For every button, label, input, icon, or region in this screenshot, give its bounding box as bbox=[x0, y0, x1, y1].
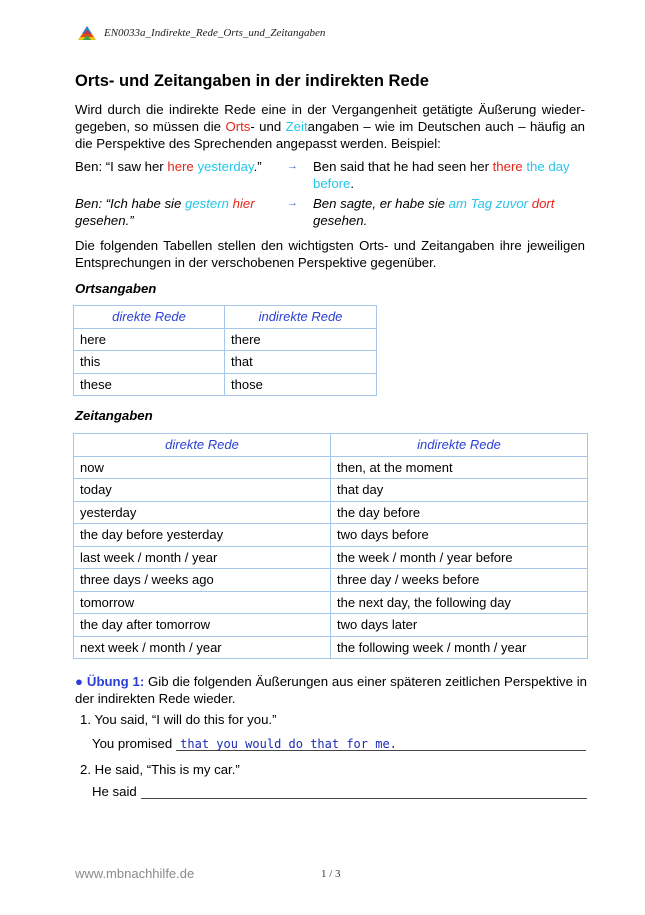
page-number: 1 / 3 bbox=[321, 868, 341, 880]
cell: yesterday bbox=[74, 501, 331, 524]
table-row bbox=[74, 351, 377, 374]
word-gestern: gestern bbox=[184, 196, 229, 211]
example-german bbox=[75, 195, 595, 229]
text: Ben sagte, er habe sie bbox=[313, 196, 449, 211]
word-am-tag-zuvor: am Tag zuvor bbox=[448, 196, 529, 211]
text: Ben: “I saw her bbox=[75, 159, 168, 174]
answer-prompt: You promised bbox=[92, 736, 173, 751]
cell: three days / weeks ago bbox=[74, 569, 331, 592]
word-yesterday: yesterday bbox=[197, 159, 254, 174]
table-row bbox=[74, 591, 588, 614]
text: gesehen. bbox=[313, 213, 368, 228]
text: Ben: “Ich habe sie bbox=[75, 196, 185, 211]
word-there: there bbox=[492, 159, 523, 174]
word-hier: hier bbox=[232, 196, 255, 211]
example-english-direct bbox=[75, 158, 275, 175]
cell: here bbox=[74, 328, 225, 351]
item-number: 1. bbox=[80, 712, 91, 727]
word-day-before: the day before bbox=[313, 159, 570, 191]
arrow-icon: → bbox=[287, 197, 298, 209]
example-german-indirect bbox=[313, 195, 598, 229]
ortsangaben-heading: Ortsangaben bbox=[75, 281, 157, 296]
handwritten-answer: that you would do that for me. bbox=[180, 737, 397, 751]
page-header bbox=[78, 26, 325, 40]
answer-row-1 bbox=[92, 734, 586, 751]
cell: the week / month / year before bbox=[331, 546, 588, 569]
page-title: Orts- und Zeitangaben in der indirekten Rede bbox=[75, 72, 429, 90]
cell: next week / month / year bbox=[74, 636, 331, 659]
table-row bbox=[74, 328, 377, 351]
intro-text-2: - und bbox=[250, 119, 286, 134]
text: . bbox=[350, 176, 355, 191]
table-row bbox=[74, 546, 588, 569]
table-row bbox=[74, 456, 588, 479]
column-header-direct: direkte Rede bbox=[74, 306, 225, 329]
word-here: here bbox=[167, 159, 194, 174]
exercise-item-2 bbox=[80, 762, 240, 777]
exercise-instruction-text: Gib die folgenden Äußerungen aus einer späteren zeitlichen Perspektive in der indirekten Rede wieder. bbox=[75, 674, 588, 706]
exercise-instruction bbox=[75, 673, 587, 707]
cell: the next day, the following day bbox=[331, 591, 588, 614]
footer-website: www.mbnachhilfe.de bbox=[75, 866, 195, 881]
answer-prompt: He said bbox=[92, 784, 137, 799]
item-text: You said, “I will do this for you.” bbox=[94, 712, 277, 727]
cell: last week / month / year bbox=[74, 546, 331, 569]
item-text: He said, “This is my car.” bbox=[94, 762, 240, 777]
cell: now bbox=[74, 456, 331, 479]
cell: two days later bbox=[331, 614, 588, 637]
cell: tomorrow bbox=[74, 591, 331, 614]
cell: the day after tomorrow bbox=[74, 614, 331, 637]
cell: the day before bbox=[331, 501, 588, 524]
table-row bbox=[74, 479, 588, 502]
cell: that bbox=[225, 351, 377, 374]
cell: these bbox=[74, 373, 225, 396]
cell: today bbox=[74, 479, 331, 502]
intro-text-1: Wird durch die indirekte Rede eine in der Vergangenheit getätigte Äußerung wieder-gegeben, so müssen die bbox=[75, 102, 585, 134]
text: gesehen.” bbox=[75, 213, 134, 228]
cell: two days before bbox=[331, 524, 588, 547]
table-header-row bbox=[74, 306, 377, 329]
cell: those bbox=[225, 373, 377, 396]
table-row bbox=[74, 636, 588, 659]
mbnachhilfe-logo-icon bbox=[78, 26, 96, 40]
column-header-indirect: indirekte Rede bbox=[225, 306, 377, 329]
cell: three day / weeks before bbox=[331, 569, 588, 592]
answer-row-2 bbox=[92, 782, 587, 799]
intro-paragraph bbox=[75, 101, 585, 152]
table-row bbox=[74, 501, 588, 524]
answer-input-1[interactable] bbox=[176, 734, 586, 751]
text: .” bbox=[253, 159, 262, 174]
intro-orts: Orts bbox=[225, 119, 251, 134]
document-id: EN0033a_Indirekte_Rede_Orts_und_Zeitangaben bbox=[104, 27, 326, 39]
item-number: 2. bbox=[80, 762, 91, 777]
column-header-indirect: indirekte Rede bbox=[331, 434, 588, 457]
table-header-row bbox=[74, 434, 588, 457]
table-row bbox=[74, 524, 588, 547]
ortsangaben-table bbox=[73, 305, 377, 396]
table-row bbox=[74, 373, 377, 396]
example-english bbox=[75, 158, 595, 192]
intro-zeit: Zeit bbox=[285, 119, 308, 134]
intro-text-3: angaben – wie im Deutschen auch – häufig an die Perspektive des Sprechenden angepasst werden. Beispiel: bbox=[75, 119, 585, 151]
tables-intro: Die folgenden Tabellen stellen den wichtigsten Orts- und Zeitangaben ihre jeweiligen Entsprechungen in der verschobenen Perspektive gegenüber. bbox=[75, 238, 585, 270]
cell: that day bbox=[331, 479, 588, 502]
cell: there bbox=[225, 328, 377, 351]
answer-input-2[interactable] bbox=[141, 782, 587, 799]
zeitangaben-heading: Zeitangaben bbox=[75, 408, 153, 423]
cell: then, at the moment bbox=[331, 456, 588, 479]
zeitangaben-table bbox=[73, 433, 588, 659]
cell: the day before yesterday bbox=[74, 524, 331, 547]
cell: the following week / month / year bbox=[331, 636, 588, 659]
text: Ben said that he had seen her bbox=[313, 159, 493, 174]
word-dort: dort bbox=[531, 196, 555, 211]
cell: this bbox=[74, 351, 225, 374]
column-header-direct: direkte Rede bbox=[74, 434, 331, 457]
example-german-direct bbox=[75, 195, 275, 229]
example-english-indirect bbox=[313, 158, 598, 192]
exercise-label: ● Übung 1: bbox=[75, 674, 145, 689]
table-row bbox=[74, 569, 588, 592]
arrow-icon: → bbox=[287, 160, 298, 172]
table-row bbox=[74, 614, 588, 637]
exercise-item-1 bbox=[80, 712, 276, 727]
